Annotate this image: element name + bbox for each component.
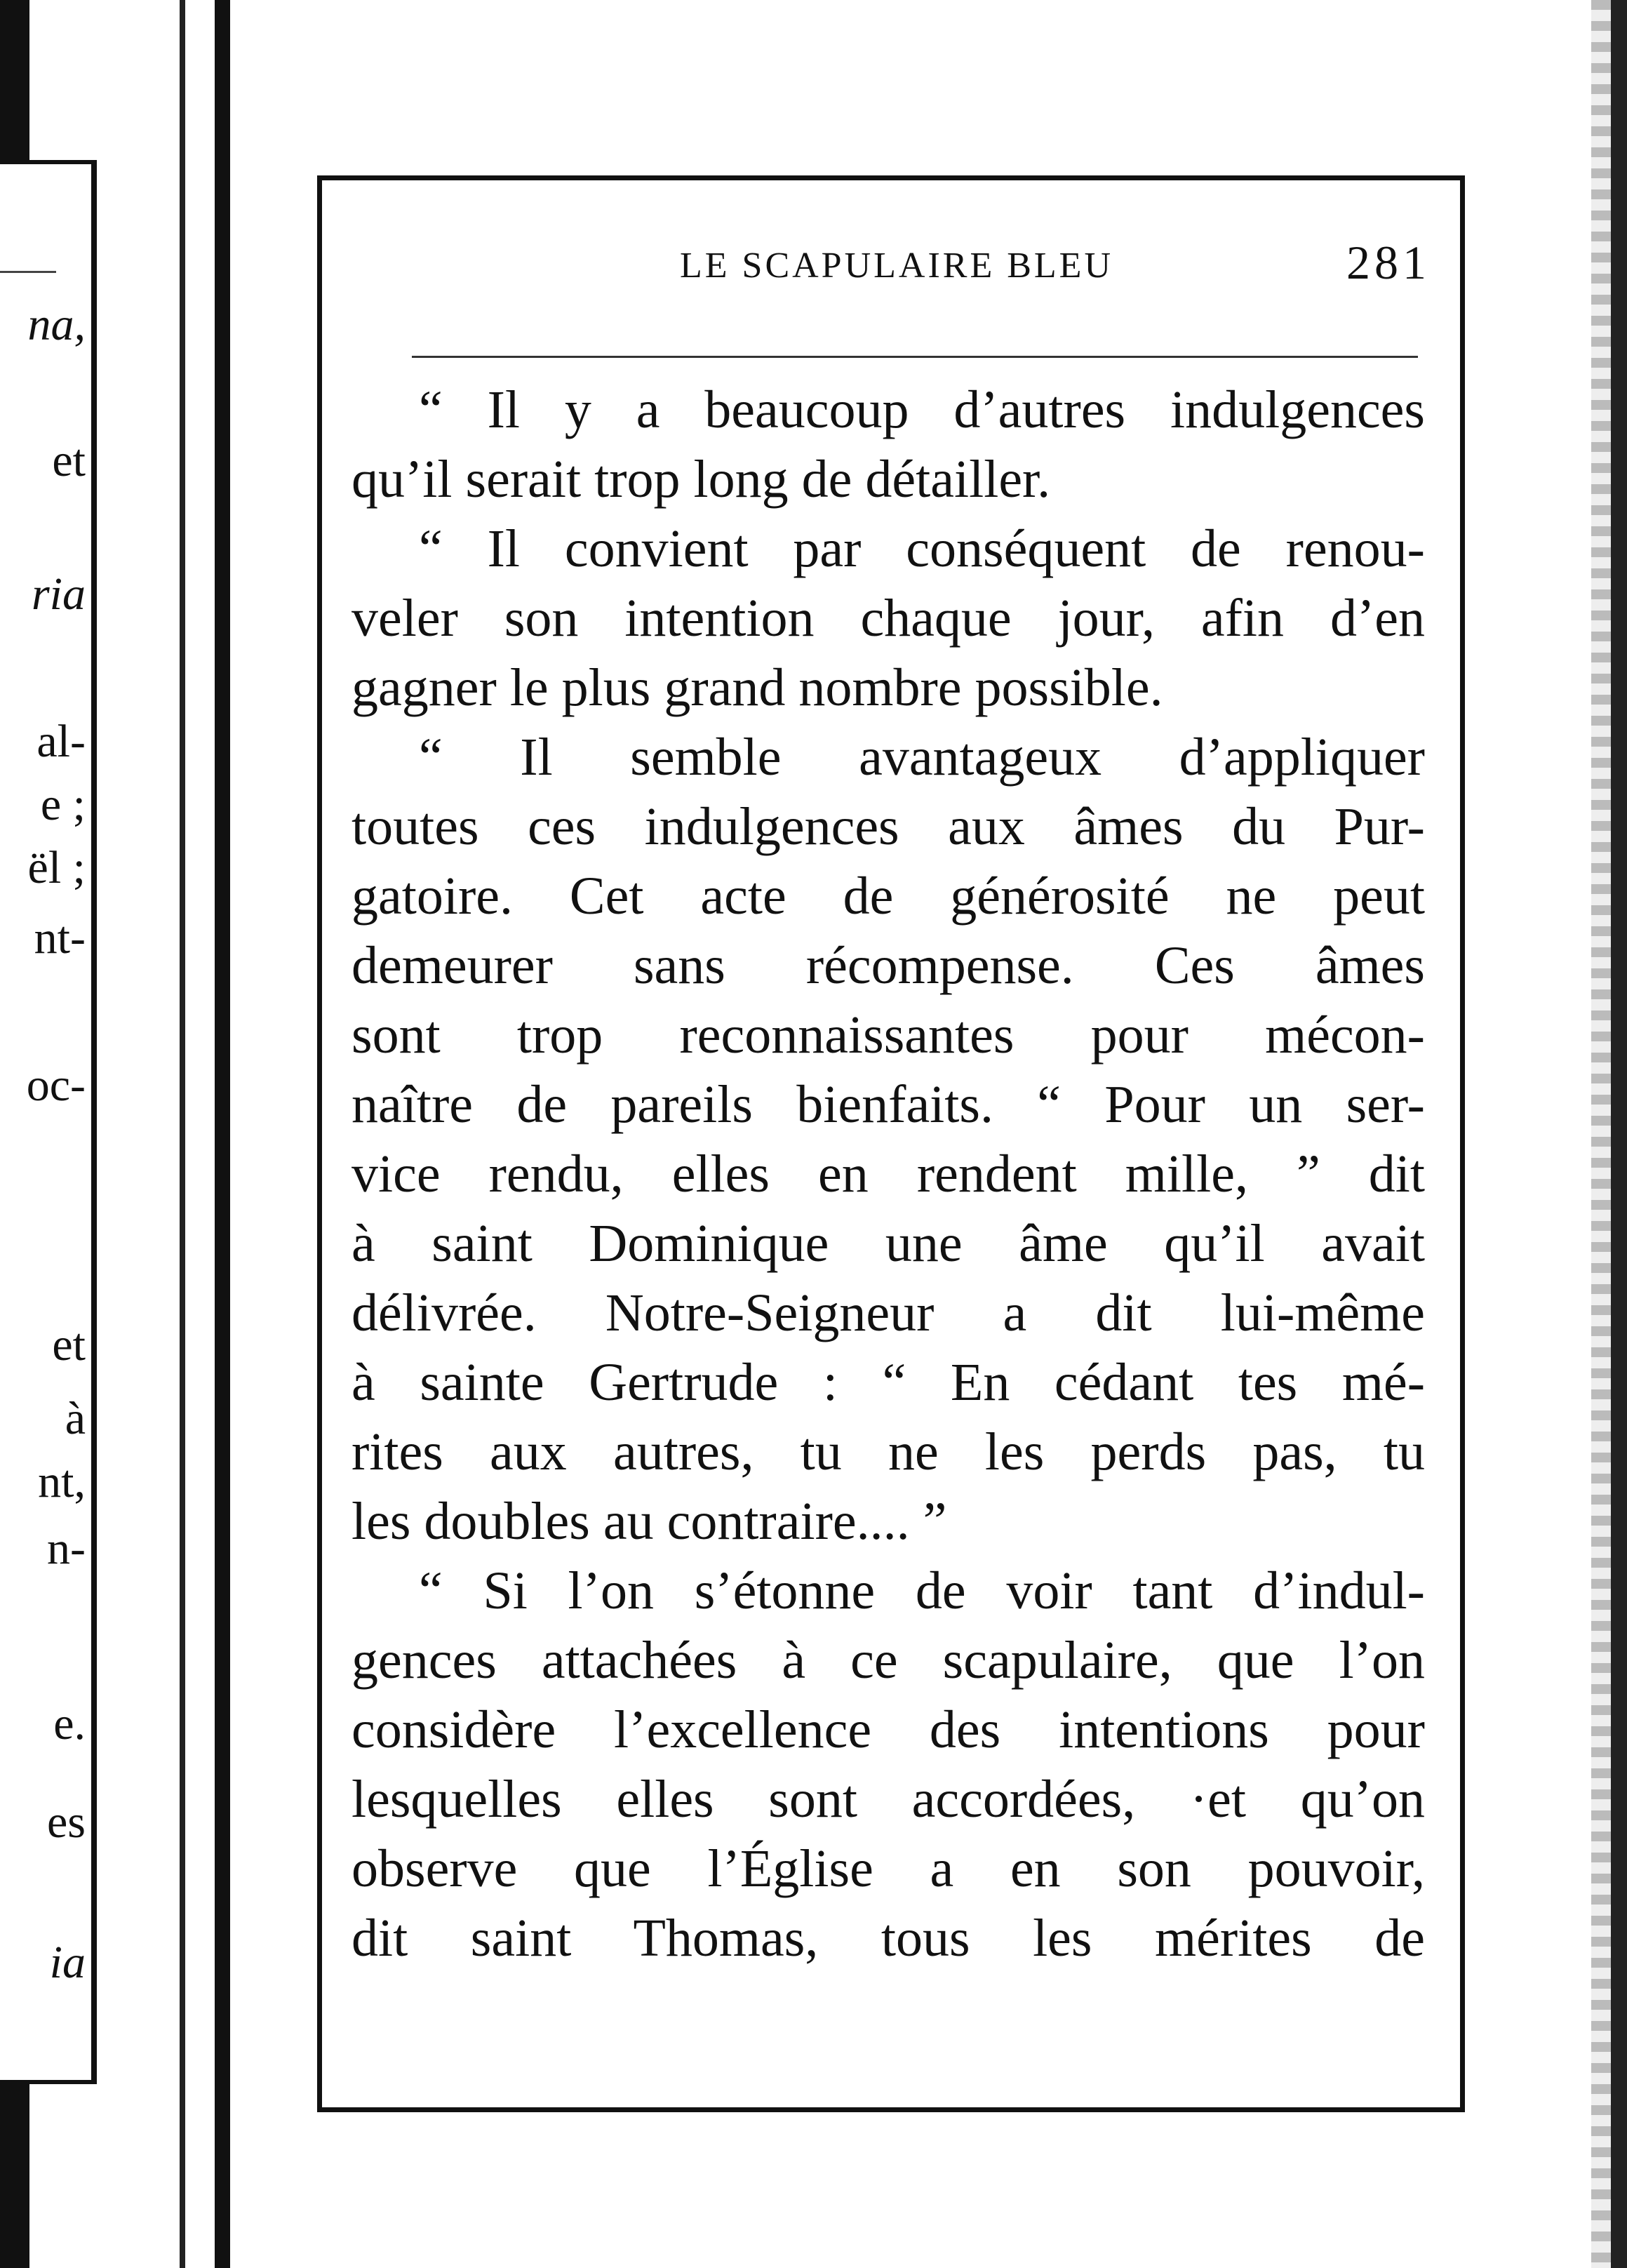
previous-page-fragment: ia [49,1937,86,1988]
previous-page-fragment: oc- [26,1060,86,1111]
book-spine [215,0,230,2268]
text-line: les doubles au contraire.... ” [351,1492,947,1551]
previous-page-fragment: e. [53,1698,86,1749]
text-line: naître de pareils bienfaits. “ Pour un ser- [351,1075,1425,1134]
book-page [317,175,1465,2112]
previous-page-fragment: et [52,435,86,486]
text-line: toutes ces indulgences aux âmes du Pur- [351,797,1425,856]
page-number: 281 [1346,236,1431,289]
previous-page-fragment: ël ; [27,842,86,893]
previous-page-fragment: n- [47,1523,86,1574]
previous-page-fragment: al- [36,716,86,767]
text-line: observe que l’Église a en son pouvoir, [351,1839,1425,1898]
text-line: qu’il serait trop long de détailler. [351,450,1051,509]
text-line: dit saint Thomas, tous les mérites de [351,1909,1425,1968]
text-line: “ Il semble avantageux d’appliquer [419,728,1425,787]
running-title: LE SCAPULAIRE BLEU [680,246,1113,286]
text-line: lesquelles elles sont accordées, ·et qu’on [351,1770,1425,1829]
text-line: vice rendu, elles en rendent mille, ” dit [351,1145,1425,1203]
header-rule [412,356,1418,358]
previous-page-fragment: nt, [38,1456,86,1507]
text-line: rites aux autres, tu ne les perds pas, tu [351,1422,1425,1481]
text-line: “ Si l’on s’étonne de voir tant d’indul- [419,1561,1425,1620]
previous-page-fragment: na, [27,299,86,350]
text-line: à sainte Gertrude : “ En cédant tes mé- [351,1353,1425,1412]
text-line: délivrée. Notre-Seigneur a dit lui-même [351,1283,1425,1342]
book-right-edge [1611,0,1627,2268]
previous-page-fragment: à [65,1393,86,1444]
previous-page-header-rule [0,271,56,273]
previous-page-fragment: nt- [34,912,86,963]
text-line: considère l’excellence des intentions pour [351,1700,1425,1759]
previous-page-fragment: es [47,1796,86,1848]
text-line: “ Il y a beaucoup d’autres indulgences [419,380,1425,439]
text-line: demeurer sans récompense. Ces âmes [351,936,1425,995]
previous-page-fragment: ria [31,568,86,620]
text-line: sont trop reconnaissantes pour mécon- [351,1006,1425,1065]
text-line: gences attachées à ce scapulaire, que l’on [351,1631,1425,1690]
text-line: gagner le plus grand nombre possible. [351,658,1163,717]
previous-page-fragment: et [52,1319,86,1370]
page-body [351,375,1425,1973]
previous-page-edge [0,160,97,2084]
page-stack-edge [1591,0,1611,2268]
text-line: “ Il convient par conséquent de renou- [419,519,1425,578]
text-line: à saint Dominique une âme qu’il avait [351,1214,1425,1273]
page-fold [180,0,185,2268]
previous-page-fragment: e ; [40,779,86,830]
text-line: gatoire. Cet acte de générosité ne peut [351,867,1425,926]
text-line: veler son intention chaque jour, afin d’en [351,589,1425,648]
